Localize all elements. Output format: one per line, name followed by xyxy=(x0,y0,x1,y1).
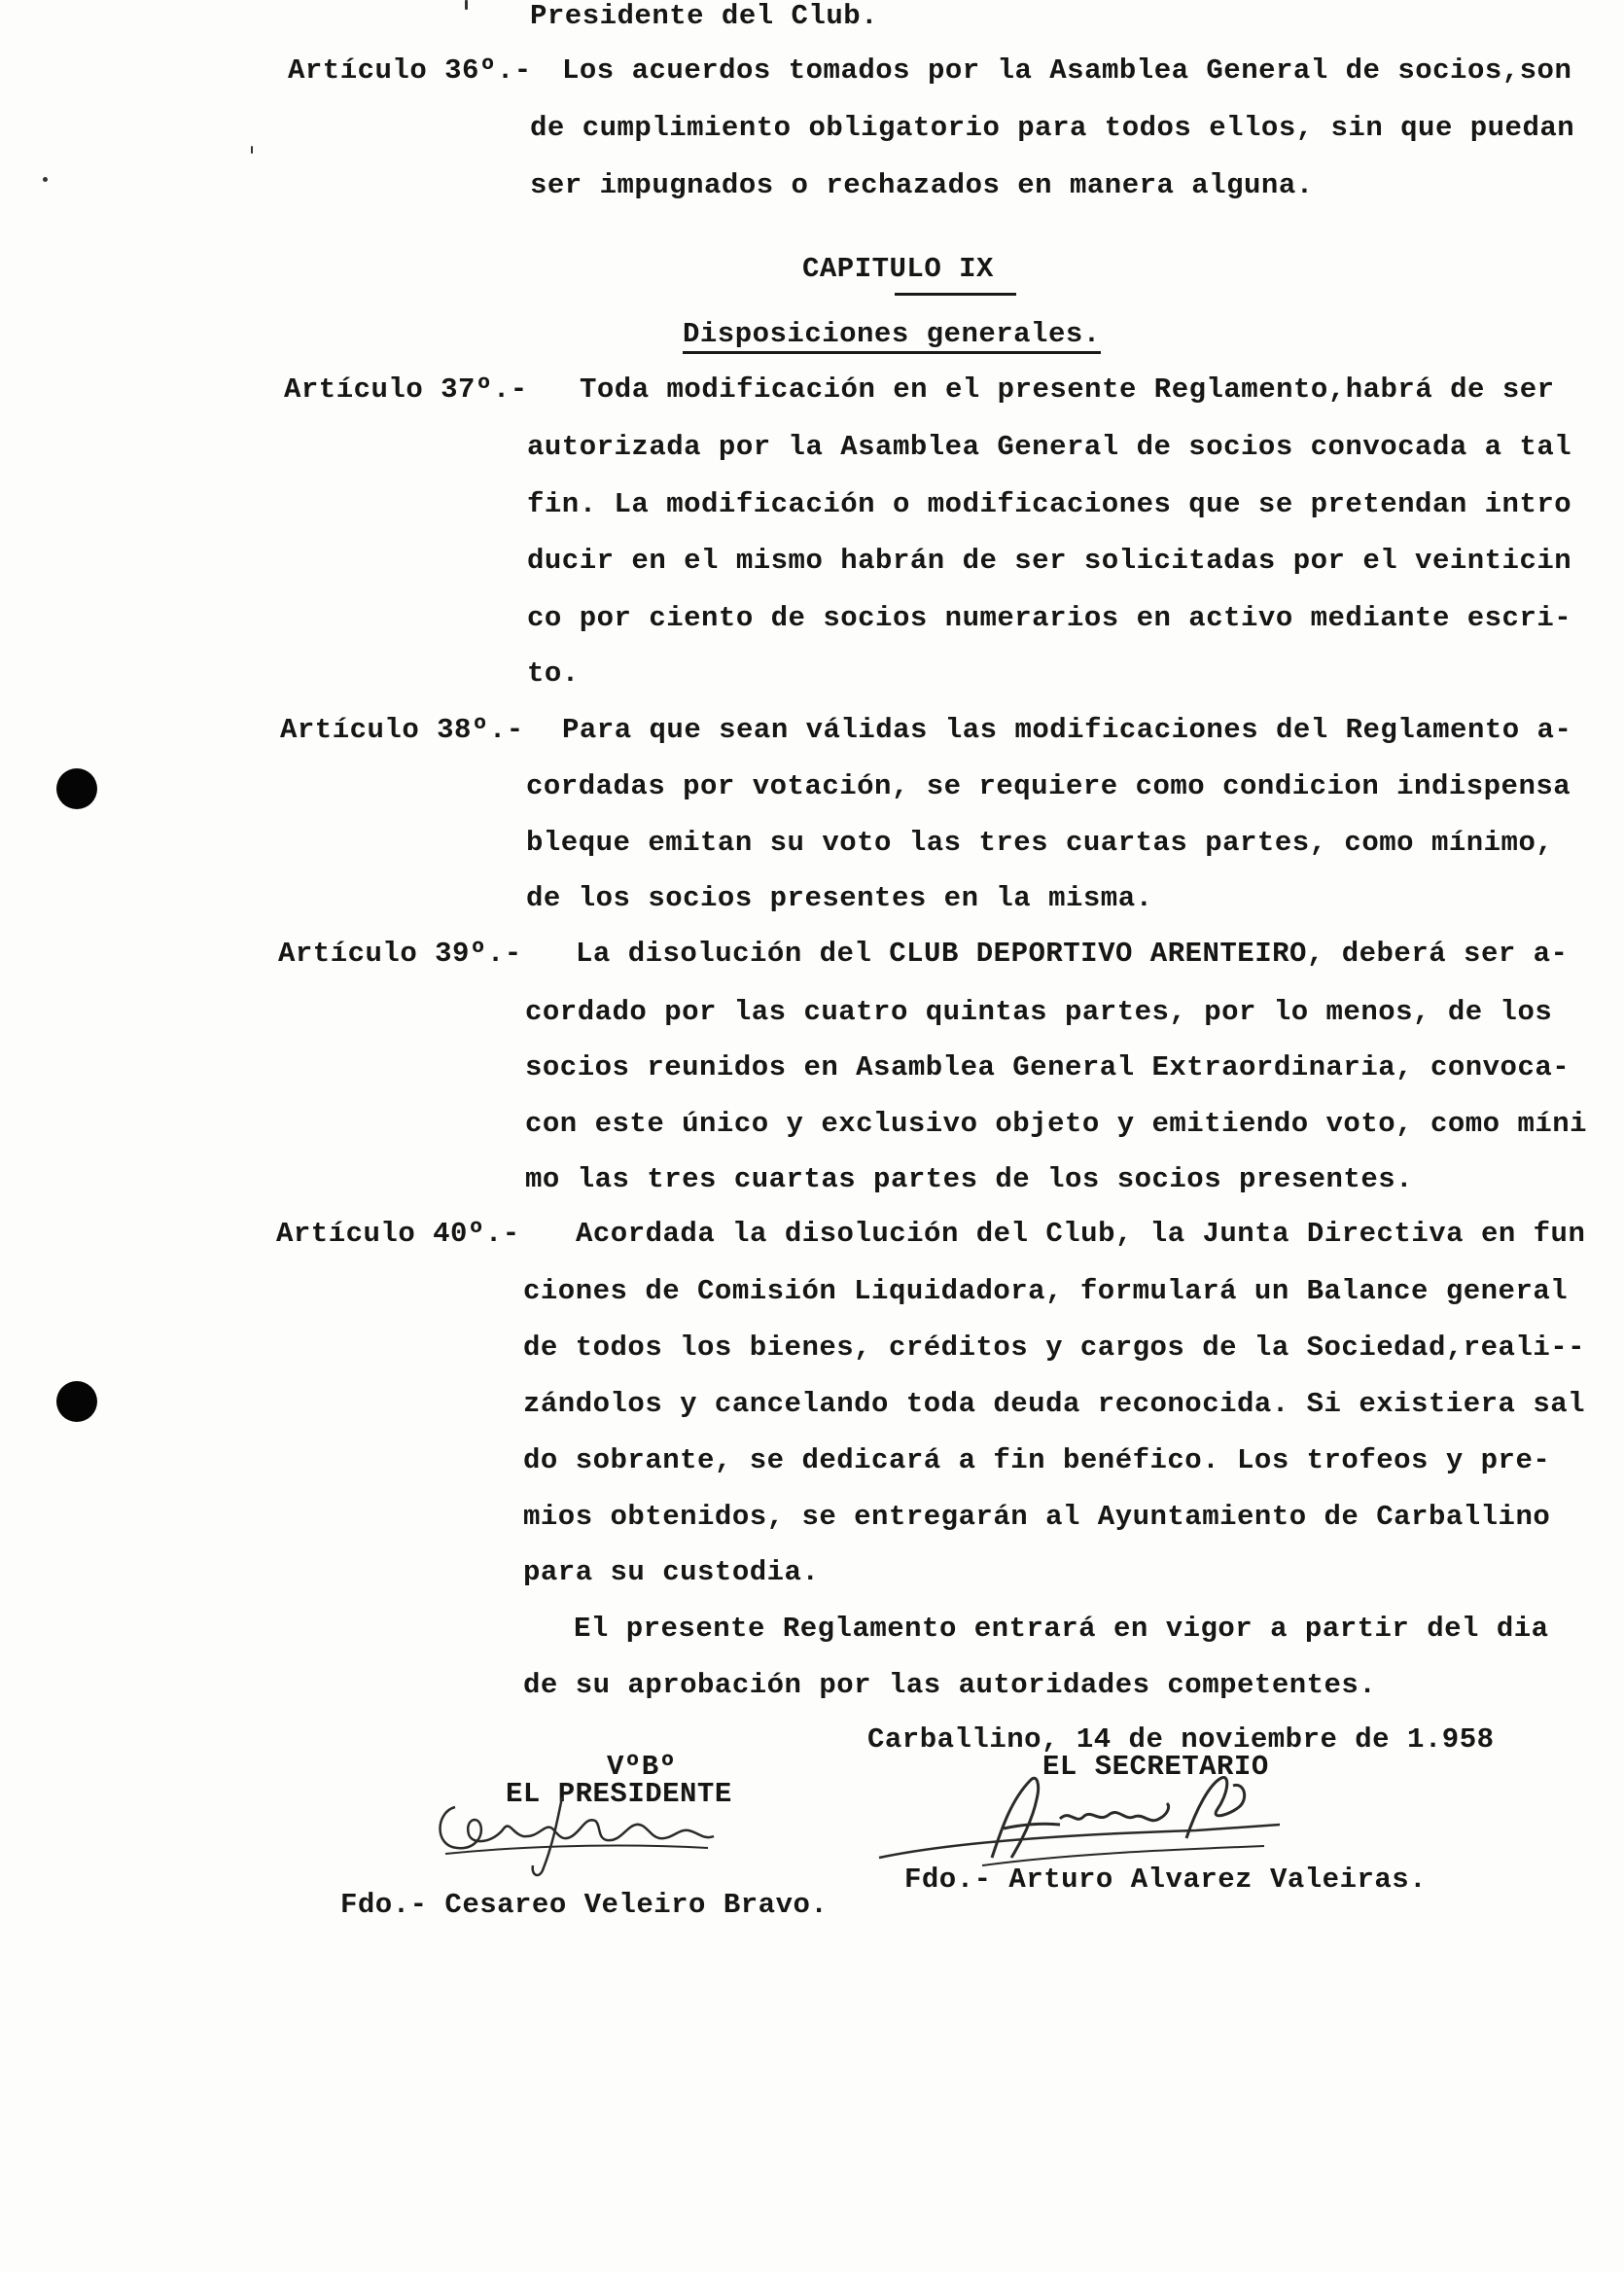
place-date: Carballino, 14 de noviembre de 1.958 xyxy=(867,1723,1495,1756)
article-37-line: fin. La modificación o modificaciones que se pretendan intro xyxy=(527,488,1572,520)
secretary-name: Fdo.- Arturo Alvarez Valeiras. xyxy=(904,1864,1428,1896)
article-40-line: Acordada la disolución del Club, la Junta Directiva en fun xyxy=(576,1218,1586,1250)
article-36-label: Artículo 36º.- xyxy=(288,54,532,87)
article-40-line: zándolos y cancelando toda deuda reconocida. Si existiera sal xyxy=(523,1388,1586,1420)
article-40-line: ciones de Comisión Liquidadora, formulará un Balance general xyxy=(523,1275,1569,1307)
article-37-line: co por ciento de socios numerarios en activo mediante escri- xyxy=(527,602,1572,634)
article-39-label: Artículo 39º.- xyxy=(278,938,522,970)
article-38-line: bleque emitan su voto las tres cuartas partes, como mínimo, xyxy=(526,827,1554,859)
president-title: EL PRESIDENTE xyxy=(506,1778,732,1810)
president-vobo: VºBº xyxy=(607,1751,677,1783)
article-36-line: de cumplimiento obligatorio para todos ellos, sin que puedan xyxy=(530,112,1575,144)
continued-line: Presidente del Club. xyxy=(530,0,879,32)
closing-line: de su aprobación por las autoridades competentes. xyxy=(523,1669,1377,1701)
speck-mark xyxy=(465,0,468,10)
speck-mark xyxy=(43,177,48,182)
article-39-line: socios reunidos en Asamblea General Extraordinaria, convoca- xyxy=(525,1051,1571,1083)
article-39-line: La disolución del CLUB DEPORTIVO ARENTEIRO, deberá ser a- xyxy=(576,938,1569,970)
closing-line: El presente Reglamento entrará en vigor a partir del dia xyxy=(574,1613,1549,1645)
chapter-subtitle: Disposiciones generales. xyxy=(683,318,1101,350)
article-38-line: cordadas por votación, se requiere como condicion indispensa xyxy=(526,770,1571,802)
article-37-line: ducir en el mismo habrán de ser solicitadas por el veinticin xyxy=(527,545,1572,577)
punch-hole-top xyxy=(56,768,97,809)
article-39-line: mo las tres cuartas partes de los socios presentes. xyxy=(525,1163,1414,1195)
article-38-label: Artículo 38º.- xyxy=(280,714,524,746)
article-40-line: do sobrante, se dedicará a fin benéfico. Los trofeos y pre- xyxy=(523,1444,1551,1476)
chapter-title-underline xyxy=(895,293,1016,296)
chapter-title: CAPITULO IX xyxy=(802,253,994,285)
article-40-line: de todos los bienes, créditos y cargos de la Sociedad,reali-- xyxy=(523,1331,1586,1364)
article-36-line: ser impugnados o rechazados en manera alguna. xyxy=(530,169,1314,201)
article-38-line: Para que sean válidas las modificaciones del Reglamento a- xyxy=(562,714,1572,746)
article-37-line: to. xyxy=(527,657,580,690)
article-40-line: para su custodia. xyxy=(523,1556,820,1588)
article-39-line: cordado por las cuatro quintas partes, por lo menos, de los xyxy=(525,996,1553,1028)
article-37-line: Toda modificación en el presente Reglamento,habrá de ser xyxy=(580,373,1555,406)
chapter-subtitle-underline xyxy=(683,351,1101,354)
article-38-line: de los socios presentes en la misma. xyxy=(526,882,1153,914)
president-signature xyxy=(416,1778,727,1885)
punch-hole-bottom xyxy=(56,1381,97,1422)
secretary-title: EL SECRETARIO xyxy=(1042,1751,1269,1783)
speck-mark xyxy=(251,146,253,154)
article-37-line: autorizada por la Asamblea General de socios convocada a tal xyxy=(527,431,1572,463)
article-39-line: con este único y exclusivo objeto y emitiendo voto, como míni xyxy=(525,1108,1588,1140)
article-40-label: Artículo 40º.- xyxy=(276,1218,520,1250)
article-36-line: Los acuerdos tomados por la Asamblea General de socios,son xyxy=(562,54,1572,87)
article-37-label: Artículo 37º.- xyxy=(284,373,528,406)
president-name: Fdo.- Cesareo Veleiro Bravo. xyxy=(340,1889,829,1921)
article-40-line: mios obtenidos, se entregarán al Ayuntamiento de Carballino xyxy=(523,1501,1551,1533)
